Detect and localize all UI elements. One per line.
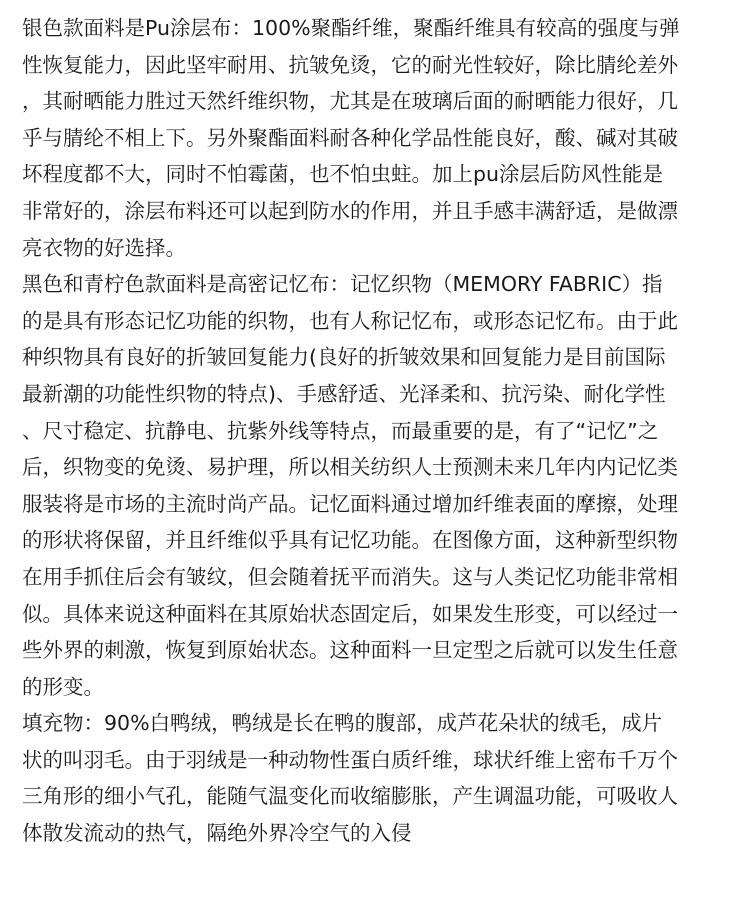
text-line: 乎与腈纶不相上下。另外聚酯面料耐各种化学品性能良好，酸、碱对其破	[22, 125, 678, 150]
text-line: 种织物具有良好的折皱回复能力(良好的折皱效果和回复能力是目前国际	[22, 345, 666, 370]
text-line: 服装将是市场的主流时尚产品。记忆面料通过增加纤维表面的摩擦，处理	[22, 491, 678, 516]
product-description	[22, 10, 730, 852]
text-line: 似。具体来说这种面料在其原始状态固定后，如果发生形变，可以经过一	[22, 601, 678, 626]
text-line: 的是具有形态记忆功能的织物，也有人称记忆布，或形态记忆布。由于此	[22, 308, 678, 333]
text-line: 银色款面料是Pu涂层布：100%聚酯纤维，聚酯纤维具有较高的强度与弹	[22, 16, 680, 40]
text-line: 状的叫羽毛。由于羽绒是一种动物性蛋白质纤维，球状纤维上密布千万个	[22, 747, 678, 772]
text-line: 填充物：90%白鸭绒，鸭绒是长在鸭的腹部，成芦花朵状的绒毛，成片	[22, 711, 663, 736]
text-line: 些外界的刺激，恢复到原始状态。这种面料一旦定型之后就可以发生任意	[22, 638, 678, 663]
text-line: 最新潮的功能性织物的特点)、手感舒适、光泽柔和、抗污染、耐化学性	[22, 381, 666, 406]
text-line: 体散发流动的热气，隔绝外界冷空气的入侵	[22, 821, 412, 846]
text-line: 亮衣物的好选择。	[22, 235, 186, 260]
text-line: 的形状将保留，并且纤维似乎具有记忆功能。在图像方面，这种新型织物	[22, 528, 678, 553]
text-line: 后，织物变的免烫、易护理，所以相关纺织人士预测未来几年内内记忆类	[22, 455, 678, 480]
text-line: 性恢复能力，因此坚牢耐用、抗皱免烫，它的耐光性较好，除比腈纶差外	[22, 52, 678, 77]
text-line: 非常好的，涂层布料还可以起到防水的作用，并且手感丰满舒适，是做漂	[22, 198, 678, 223]
text-line: 在用手抓住后会有皱纹，但会随着抚平而消失。这与人类记忆功能非常相	[22, 564, 678, 589]
text-line: 坏程度都不大，同时不怕霉菌，也不怕虫蛀。加上pu涂层后防风性能是	[22, 162, 664, 187]
text-line: 三角形的细小气孔，能随气温变化而收缩膨胀，产生调温功能，可吸收人	[22, 784, 678, 809]
text-line: 黑色和青柠色款面料是高密记忆布：记忆织物（MEMORY FABRIC）指	[22, 272, 663, 297]
text-line: ，其耐晒能力胜过天然纤维织物，尤其是在玻璃后面的耐晒能力很好，几	[22, 89, 678, 114]
text-line: 的形变。	[22, 674, 104, 699]
text-line: 、尺寸稳定、抗静电、抗紫外线等特点，而最重要的是，有了“记忆”之	[22, 418, 659, 443]
